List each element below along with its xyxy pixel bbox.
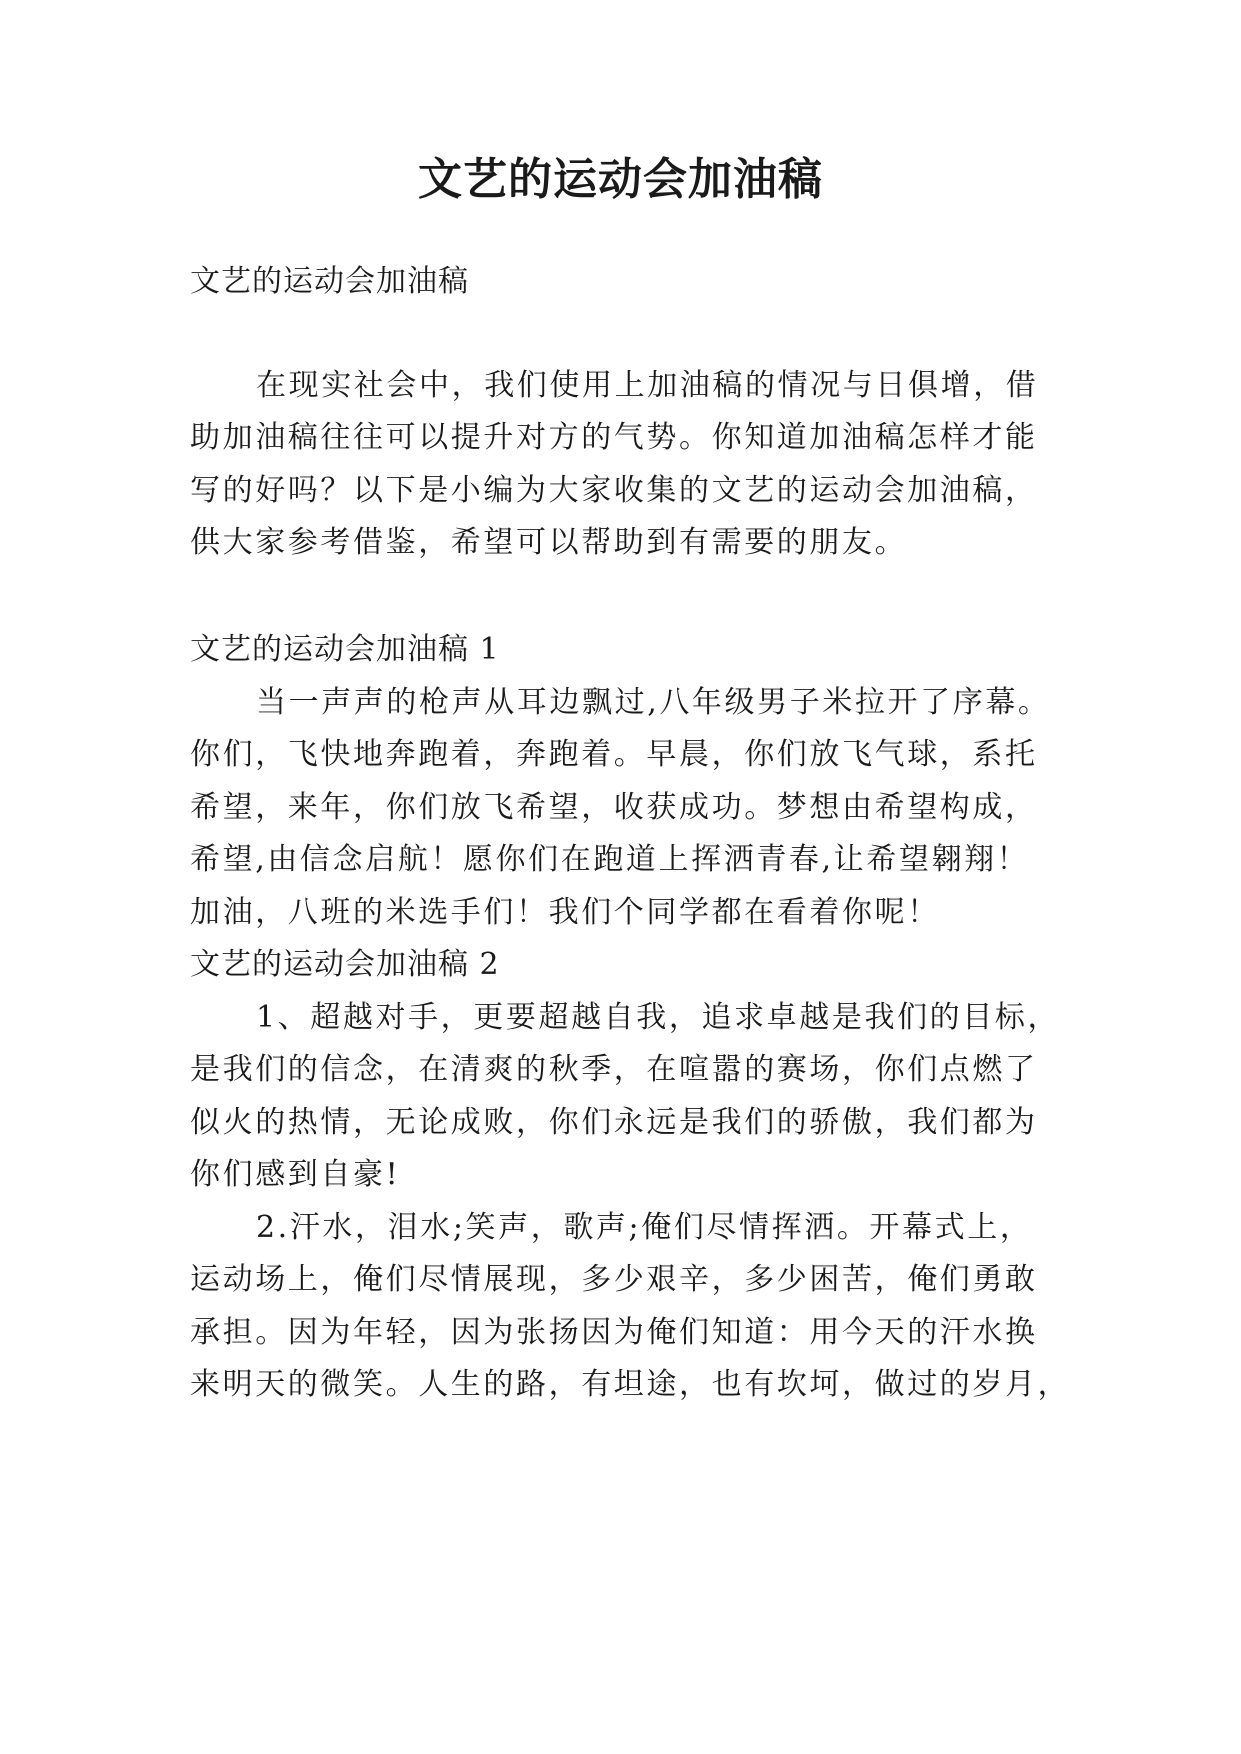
section1-line: 加油，八班的米选手们！我们个同学都在看着你呢！ bbox=[190, 895, 940, 930]
section1-line: 你们，飞快地奔跑着，奔跑着。早晨，你们放飞气球，系托 bbox=[190, 737, 1038, 772]
document-subtitle: 文艺的运动会加油稿 bbox=[190, 264, 469, 299]
section2-line: 承担。因为年轻，因为张扬因为俺们知道：用今天的汗水换 bbox=[190, 1315, 1038, 1350]
section1-line: 希望，来年，你们放飞希望，收获成功。梦想由希望构成， bbox=[190, 790, 1038, 825]
section2-line: 是我们的信念，在清爽的秋季，在喧嚣的赛场，你们点燃了 bbox=[190, 1052, 1038, 1087]
intro-line: 助加油稿往往可以提升对方的气势。你知道加油稿怎样才能 bbox=[190, 420, 1038, 455]
intro-line: 写的好吗？以下是小编为大家收集的文艺的运动会加油稿， bbox=[190, 473, 1038, 508]
section2-line: 来明天的微笑。人生的路，有坦途，也有坎坷，做过的岁月， bbox=[190, 1367, 1071, 1402]
section-heading-1: 文艺的运动会加油稿 1 bbox=[190, 632, 500, 667]
intro-line: 在现实社会中，我们使用上加油稿的情况与日俱增，借 bbox=[256, 368, 1039, 403]
intro-line: 供大家参考借鉴，希望可以帮助到有需要的朋友。 bbox=[190, 525, 908, 560]
section1-line: 当一声声的枪声从耳边飘过,八年级男子米拉开了序幕。 bbox=[256, 685, 1051, 720]
document-title: 文艺的运动会加油稿 bbox=[418, 154, 823, 205]
section2-line: 你们感到自豪! bbox=[190, 1157, 401, 1192]
section2-line: 似火的热情，无论成败，你们永远是我们的骄傲，我们都为 bbox=[190, 1105, 1038, 1140]
section-heading-2: 文艺的运动会加油稿 2 bbox=[190, 947, 500, 982]
section2-line: 1、超越对手，更要超越自我，追求卓越是我们的目标， bbox=[256, 1000, 1061, 1035]
section2-line: 运动场上，俺们尽情展现，多少艰辛，多少困苦，俺们勇敢 bbox=[190, 1262, 1038, 1297]
section2-line: 2.汗水，泪水;笑声，歌声;俺们尽情挥洒。开幕式上， bbox=[256, 1210, 1033, 1245]
section1-line: 希望,由信念启航！愿你们在跑道上挥洒青春,让希望翱翔！ bbox=[190, 842, 1030, 877]
